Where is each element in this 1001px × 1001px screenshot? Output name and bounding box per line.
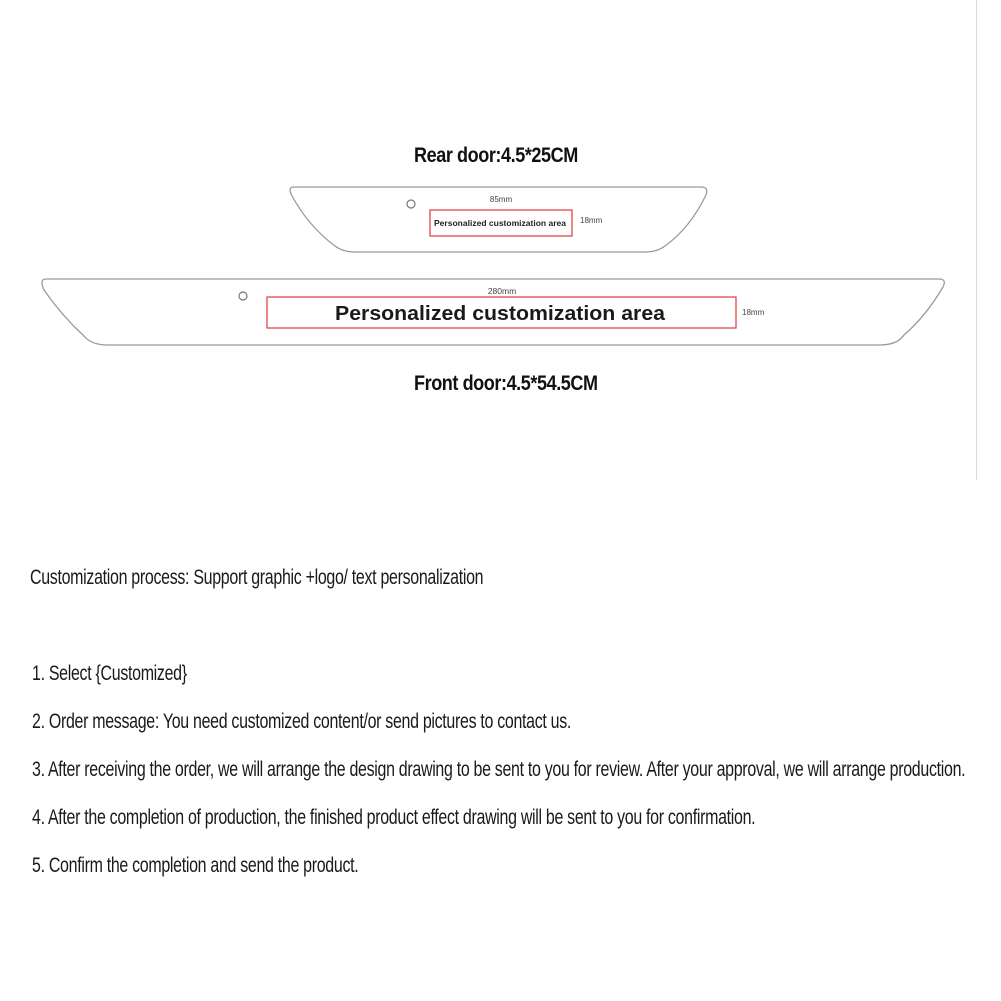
door-sill-drawing bbox=[0, 0, 1001, 480]
rear-door-mounting-hole bbox=[407, 200, 415, 208]
process-step-3: 3. After receiving the order, we will arrange the design drawing to be sent to you for review. After your approval, we will arrange production. bbox=[32, 758, 966, 781]
front-door-title: Front door:4.5*54.5CM bbox=[414, 372, 598, 395]
rear-door-area-label: Personalized customization area bbox=[434, 218, 567, 228]
rear-door-height-label: 18mm bbox=[580, 216, 603, 225]
process-step-2: 2. Order message: You need customized content/or send pictures to contact us. bbox=[32, 710, 572, 733]
rear-door-width-label: 85mm bbox=[489, 195, 513, 204]
front-door-width-label: 280mm bbox=[487, 286, 517, 296]
process-step-5: 5. Confirm the completion and send the product. bbox=[32, 854, 359, 877]
rear-door-title: Rear door:4.5*25CM bbox=[414, 144, 578, 167]
process-step-1: 1. Select {Customized} bbox=[32, 662, 187, 685]
front-door-area-label: Personalized customization area bbox=[335, 303, 666, 325]
front-door-height-label: 18mm bbox=[742, 308, 765, 317]
process-intro: Customization process: Support graphic +logo/ text personalization bbox=[30, 566, 484, 589]
process-step-4: 4. After the completion of production, the finished product effect drawing will be sent to you for confirmation. bbox=[32, 806, 756, 829]
front-door-mounting-hole bbox=[239, 292, 247, 300]
